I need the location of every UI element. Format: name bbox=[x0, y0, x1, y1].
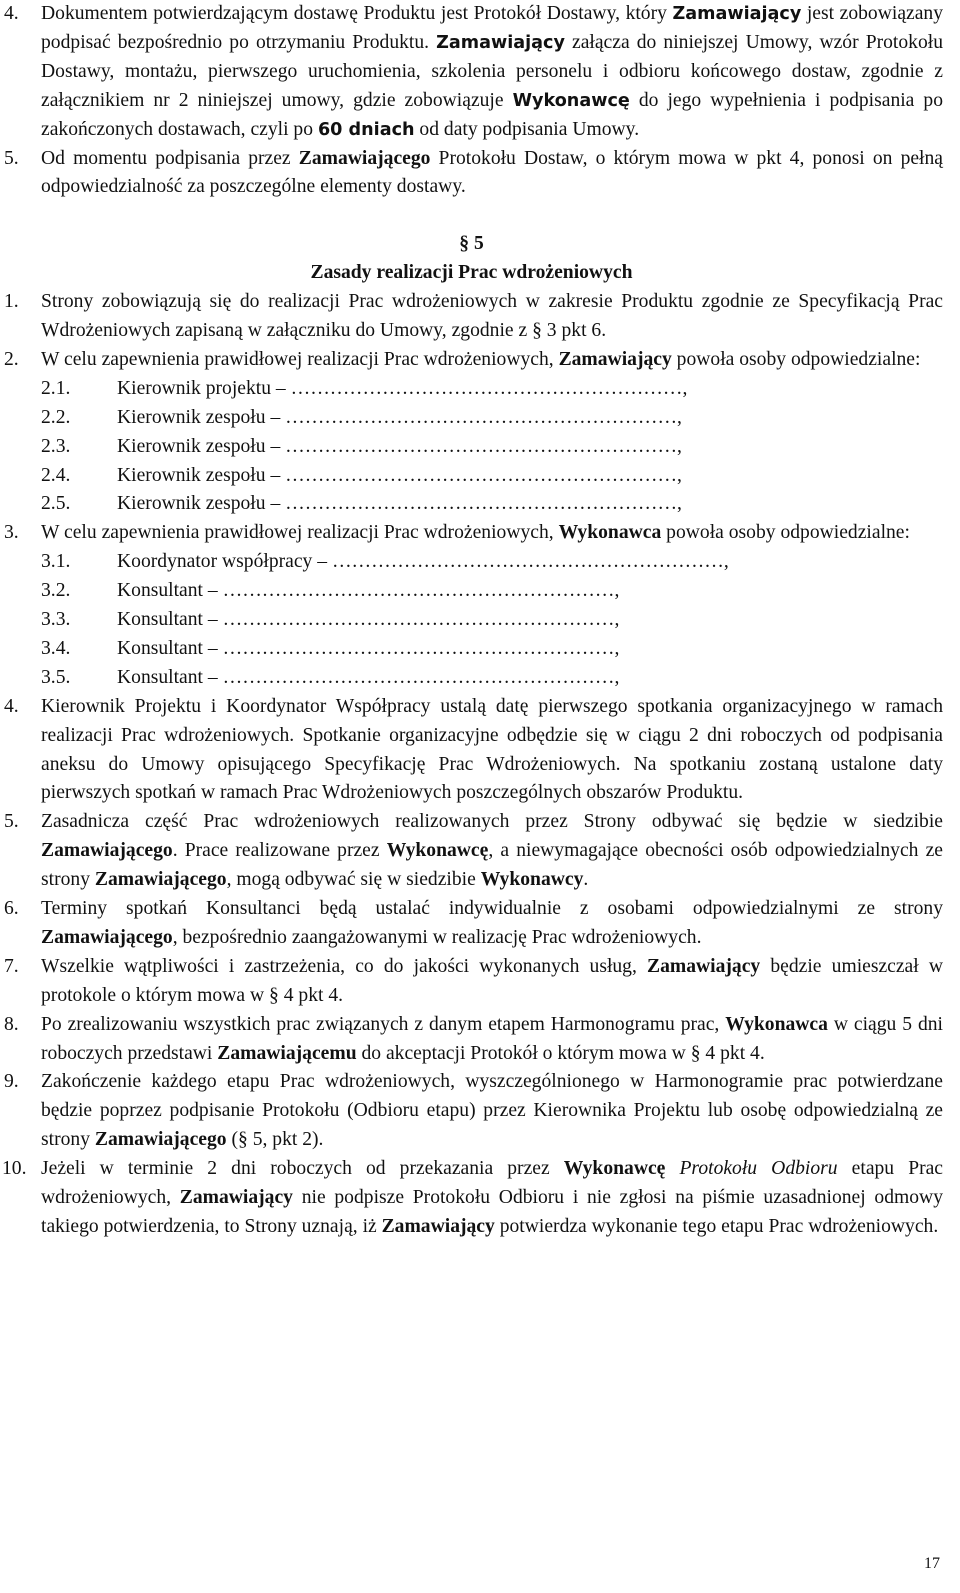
item-10: 10. Jeżeli w terminie 2 dni roboczych od przekazania przez Wykonawcę Protokołu Odbioru etapu Prac wdrożeniowych, Zamawiający nie podpisze Protokołu Odbioru i nie zgłosi na piśmie uzasadnionej odmowy takiego potwierdzenia, to Strony uznają, iż Zamawiający potwierdza wykonanie tego etapu Prac wdrożeniowych. bbox=[0, 1155, 960, 1242]
item-number: 7. bbox=[4, 955, 19, 977]
bold-term: Zamawiający bbox=[179, 1187, 293, 1209]
text: od daty podpisania Umowy. bbox=[414, 118, 640, 140]
bold-term: Zamawiającemu bbox=[217, 1042, 357, 1064]
item-7: 7. Wszelkie wątpliwości i zastrzeżenia, co do jakości wykonanych usług, Zamawiający będzie umieszczał w protokole o którym mowa w § 4 pkt 4. bbox=[0, 953, 960, 1011]
item-number: 10. bbox=[2, 1158, 27, 1180]
text: Protokołu Dostaw, o którym mowa w pkt 4, ponosi on pełną odpowiedzialność za poszczególne elementy dostawy. bbox=[41, 147, 943, 198]
section-symbol: § 5 bbox=[459, 233, 484, 255]
bold-term: Zamawiającego bbox=[94, 1129, 227, 1151]
item-number: 3. bbox=[4, 522, 19, 544]
text: powoła osoby odpowiedzialne: bbox=[661, 522, 910, 544]
bold-term: Zamawiającego bbox=[41, 840, 173, 862]
item-number: 4. bbox=[4, 695, 19, 717]
sub-item-3-3: 3.3. Konsultant – ……………………………………………………, bbox=[41, 609, 620, 631]
bold-term: Zamawiającego bbox=[94, 869, 227, 891]
text: W celu zapewnienia prawidłowej realizacji Prac wdrożeniowych, bbox=[41, 522, 559, 544]
bold-term: Wykonawcy bbox=[480, 869, 584, 891]
paragraph-5-top bbox=[0, 145, 960, 203]
item-4 bbox=[0, 693, 960, 809]
item-number: 2. bbox=[4, 348, 19, 370]
text: Dokumentem potwierdzającym dostawę Produktu jest Protokół Dostawy, który bbox=[41, 3, 673, 24]
item-number: 5. bbox=[4, 147, 19, 169]
sub-item-2-5: 2.5. Kierownik zespołu – ……………………………………………………, bbox=[41, 493, 682, 515]
text: Strony zobowiązują się do realizacji Prac wdrożeniowych w zakresie Produktu zgodnie ze Specyfikacją Prac Wdrożeniowych zapisaną w załączniku do Umowy, zgodnie z § 3 pkt 6. bbox=[41, 291, 943, 342]
bold-term: Zamawiający bbox=[436, 32, 565, 53]
sub-item-2-2: 2.2. Kierownik zespołu – ……………………………………………………, bbox=[41, 406, 682, 428]
text: W celu zapewnienia prawidłowej realizacji Prac wdrożeniowych, bbox=[41, 348, 559, 370]
bold-term: Zamawiający bbox=[558, 348, 672, 370]
bold-term: Wykonawca bbox=[558, 522, 662, 544]
text: Kierownik Projektu i Koordynator Współpracy ustalą datę pierwszego spotkania organizacyjnego w ramach realizacji Prac wdrożeniowych. Spotkanie organizacyjne odbędzie się w ciągu 2 dni roboczych od podpisania aneksu do Umowy opisującego Specyfikację Prac Wdrożeniowych. Na spotkaniu zostaną ustalone daty pierwszych spotkań w ramach Prac Wdrożeniowych poszczególnych obszarów Produktu. bbox=[41, 695, 943, 804]
item-number: 8. bbox=[4, 1013, 19, 1035]
italic-term: Protokołu Odbioru bbox=[665, 1158, 838, 1180]
page-number: 17 bbox=[924, 1555, 940, 1572]
bold-term: Wykonawcę bbox=[563, 1158, 666, 1180]
item-5: 5. Zasadnicza część Prac wdrożeniowych realizowanych przez Strony odbywać się będzie w siedzibie Zamawiającego. Prace realizowane przez Wykonawcę, a niewymagające obecności osób odpowiedzialnych ze strony Zamawiającego, mogą odbywać się w siedzibie Wykonawcy. bbox=[0, 808, 960, 895]
item-number: 9. bbox=[4, 1071, 19, 1093]
bold-term: Wykonawca bbox=[725, 1013, 828, 1035]
item-1 bbox=[0, 288, 960, 346]
text: powoła osoby odpowiedzialne: bbox=[671, 348, 921, 370]
sub-item-3-1: 3.1. Koordynator współpracy – ……………………………………………………, bbox=[41, 551, 729, 573]
bold-term: Wykonawcę bbox=[512, 90, 630, 111]
section-title: Zasady realizacji Prac wdrożeniowych bbox=[310, 262, 633, 284]
item-2 bbox=[0, 346, 960, 375]
text: załącza do niniejszej Umowy, wzór Protokołu Dostawy, montażu, pierwszego uruchomienia, szkolenia personelu i odbioru końcowego dostaw, zgodnie z załącznikiem nr 2 niniejszej umowy, gdzie zobowiązuje bbox=[41, 31, 943, 111]
item-number: 4. bbox=[4, 3, 19, 24]
text: jest zobowiązany podpisać bezpośrednio po otrzymaniu Produktu. bbox=[41, 3, 943, 53]
item-8: 8. Po zrealizowaniu wszystkich prac związanych z danym etapem Harmonogramu prac, Wykonawca w ciągu 5 dni roboczych przedstawi Zamawiającemu do akceptacji Protokół o którym mowa w § 4 pkt 4. bbox=[0, 1011, 960, 1069]
item-9: 9. Zakończenie każdego etapu Prac wdrożeniowych, wyszczególnionego w Harmonogramie prac potwierdzane będzie poprzez podpisanie Protokołu (Odbioru etapu) przez Kierownika Projektu lub osobę odpowiedzialną ze strony Zamawiającego (§ 5, pkt 2). bbox=[0, 1068, 960, 1155]
sub-item-2-1: 2.1. Kierownik projektu – ……………………………………………………, bbox=[41, 377, 688, 399]
sub-item-3-4: 3.4. Konsultant – ……………………………………………………, bbox=[41, 637, 620, 659]
bold-term: Wykonawcę bbox=[386, 840, 489, 862]
item-number: 6. bbox=[4, 898, 19, 920]
item-number: 1. bbox=[4, 291, 19, 313]
bold-term: Zamawiający bbox=[672, 4, 802, 24]
sub-item-2-3: 2.3. Kierownik zespołu – ……………………………………………………, bbox=[41, 435, 682, 457]
bold-term: 60 dniach bbox=[317, 119, 415, 140]
item-3 bbox=[0, 519, 960, 548]
bold-term: Zamawiającego bbox=[41, 926, 173, 948]
sub-item-3-2: 3.2. Konsultant – ……………………………………………………, bbox=[41, 580, 620, 602]
text: Od momentu podpisania przez bbox=[41, 147, 299, 169]
text: do jego wypełnienia i podpisania po zakończonych dostawach, czyli po bbox=[41, 89, 944, 140]
bold-term: Zamawiający bbox=[647, 955, 761, 977]
sub-item-2-4: 2.4. Kierownik zespołu – ……………………………………………………, bbox=[41, 464, 682, 486]
paragraph-4-top bbox=[0, 0, 960, 145]
bold-term: Zamawiającego bbox=[298, 147, 431, 169]
bold-term: Zamawiający bbox=[381, 1216, 495, 1237]
item-number: 5. bbox=[4, 811, 19, 833]
item-6: 6. Terminy spotkań Konsultanci będą ustalać indywidualnie z osobami odpowiedzialnymi ze strony Zamawiającego, bezpośrednio zaangażowanymi w realizację Prac wdrożeniowych. bbox=[0, 895, 960, 953]
sub-item-3-5: 3.5. Konsultant – ……………………………………………………, bbox=[41, 666, 620, 688]
